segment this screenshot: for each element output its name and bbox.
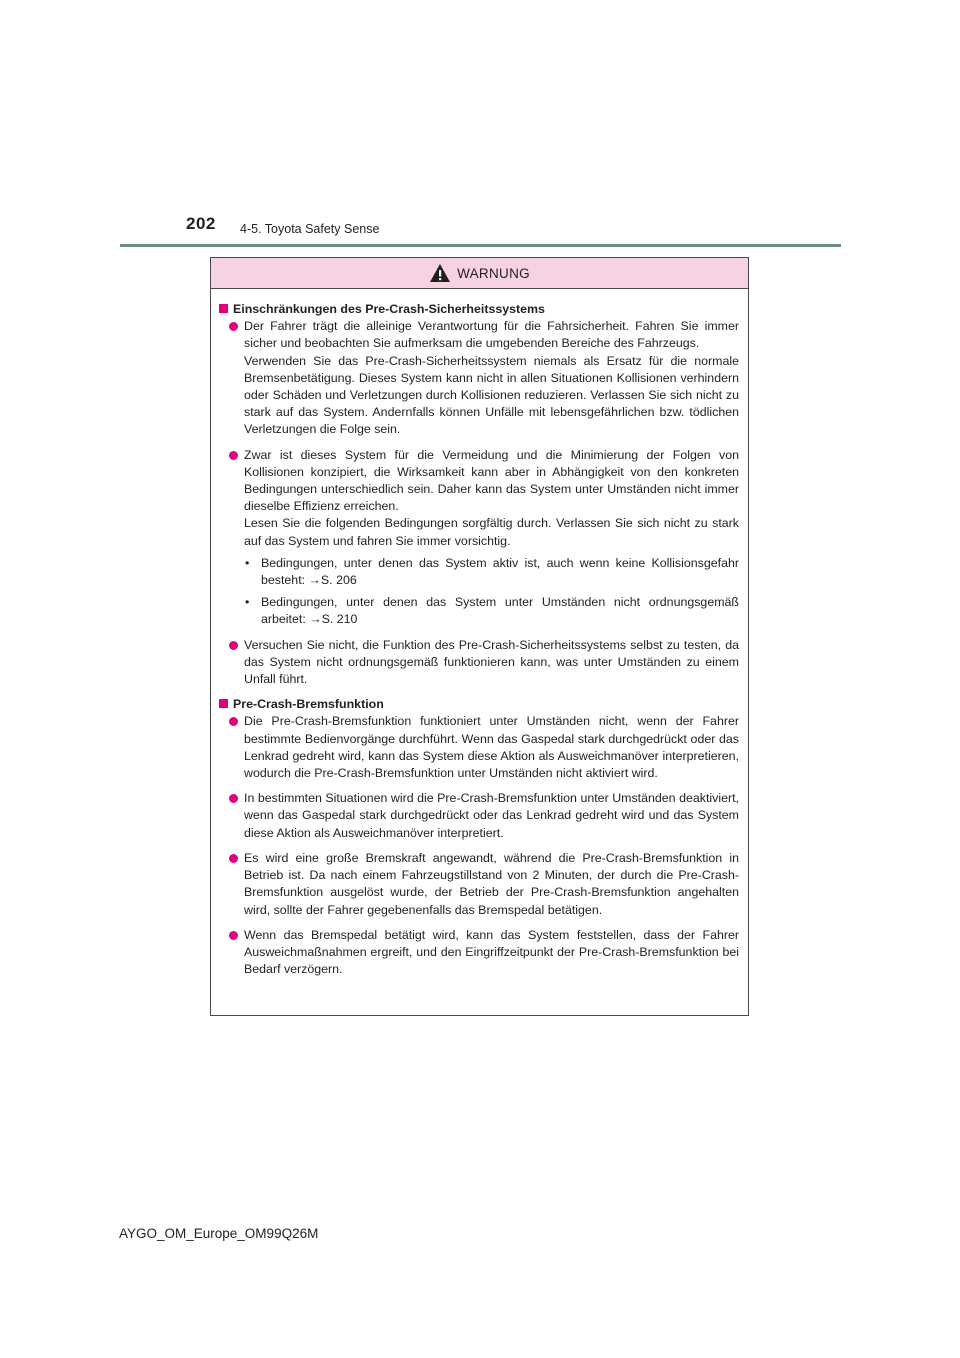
section-title: 4-5. Toyota Safety Sense <box>240 222 380 236</box>
bullet-text <box>244 850 739 919</box>
sub-list-text: Bedingungen, unter denen das System unter Umständen nicht ordnungsgemäß arbeitet: →S. 210 <box>261 595 739 627</box>
bullet-item <box>219 713 739 782</box>
bullet-text <box>244 927 739 979</box>
warning-box <box>210 257 749 1016</box>
paragraph: Es wird eine große Bremskraft angewandt, während die Pre-Crash-Bremsfunktion in Betrieb ist. Da nach einem Fahrzeugstillstand von 2 Minuten, der durch die Pre-Crash-Bremsfunktion ausgelöst wurde, der Betrieb der Pre-Crash-Bremsfunktion angehalten wird, sollte der Fahrer gegebenenfalls das Bremspedal betätigen. <box>244 850 739 917</box>
page-number: 202 <box>186 214 216 233</box>
paragraph: Wenn das Bremspedal betätigt wird, kann das System feststellen, dass der Fahrer Ausweichmaßnahmen ergreift, und den Eingriffzeitpunkt der Pre-Crash-Bremsfunktion bei Bedarf verzögern. <box>244 927 739 977</box>
section-heading <box>219 301 739 318</box>
warning-triangle-icon <box>429 263 451 283</box>
bullet-text <box>244 637 739 689</box>
paragraph: Versuchen Sie nicht, die Funktion des Pre-Crash-Sicherheitssystems selbst zu testen, da das System nicht ordnungsgemäß funktionieren kann, was unter Umständen zu einem Unfall führt. <box>244 637 739 687</box>
bullet-item <box>219 790 739 842</box>
bullet-item <box>219 927 739 979</box>
round-bullet-icon <box>229 322 238 331</box>
bullet-item <box>219 637 739 689</box>
sub-bullet-mark: • <box>245 595 250 610</box>
bullet-item <box>219 318 739 438</box>
round-bullet-icon <box>229 931 238 940</box>
sub-list-item <box>244 555 739 589</box>
bullet-item <box>219 447 739 629</box>
paragraph: Verwenden Sie das Pre-Crash-Sicherheitssystem niemals als Ersatz für die normale Bremsenbetätigung. Dieses System kann nicht in allen Situationen Kollisionen verhindern oder Schäden und Verletzungen durch Kollisionen reduzieren. Verlassen Sie sich nicht zu stark auf das System. Andernfalls können Unfälle mit lebensgefährlichen bzw. tödlichen Verletzungen die Folge sein. <box>244 353 739 437</box>
section-heading-text: Einschränkungen des Pre-Crash-Sicherheitssystems <box>233 302 545 316</box>
paragraph: Der Fahrer trägt die alleinige Verantwortung für die Fahrsicherheit. Fahren Sie immer sicher und beobachten Sie aufmerksam die umgebenden Bereiche des Fahrzeugs. <box>244 319 739 351</box>
header-rule <box>120 244 841 247</box>
round-bullet-icon <box>229 794 238 803</box>
bullet-text <box>244 713 739 782</box>
round-bullet-icon <box>229 717 238 726</box>
square-bullet-icon <box>219 304 228 313</box>
paragraph: Zwar ist dieses System für die Vermeidung und die Minimierung der Folgen von Kollisionen konzipiert, die Wirksamkeit kann aber in Abhängigkeit von den konkreten Bedingungen unterschiedlich sein. Daher kann das System unter Umständen nicht immer dieselbe Effizienz erreichen. <box>244 447 739 514</box>
section-heading-text: Pre-Crash-Bremsfunktion <box>233 697 384 712</box>
round-bullet-icon <box>229 854 238 863</box>
sub-list-item <box>244 594 739 628</box>
bullet-text <box>244 318 739 438</box>
bullet-text <box>244 790 739 842</box>
section-heading <box>219 696 739 713</box>
paragraph: Lesen Sie die folgenden Bedingungen sorgfältig durch. Verlassen Sie sich nicht zu stark auf das System und fahren Sie immer vorsichtig. <box>244 516 739 548</box>
square-bullet-icon <box>219 699 228 708</box>
warning-label: WARNUNG <box>457 265 530 281</box>
round-bullet-icon <box>229 451 238 460</box>
paragraph: Die Pre-Crash-Bremsfunktion funktioniert unter Umständen nicht, wenn der Fahrer bestimmte Bedienvorgänge durchführt. Wenn das Gaspedal stark durchgedrückt oder das Lenkrad gedreht wird, kann das System diese Aktion als Ausweichmanöver interpretieren, wodurch die Pre-Crash-Bremsfunktion unter Umständen nicht aktiviert wird. <box>244 714 739 781</box>
warning-header <box>211 258 748 289</box>
bullet-item <box>219 850 739 919</box>
warning-body <box>211 289 748 978</box>
document-code: AYGO_OM_Europe_OM99Q26M <box>119 1226 319 1241</box>
sub-list-text: Bedingungen, unter denen das System aktiv ist, auch wenn keine Kollisionsgefahr besteht: →S. 206 <box>261 555 739 588</box>
bullet-text <box>244 447 739 629</box>
sub-bullet-mark: • <box>245 555 250 570</box>
paragraph: In bestimmten Situationen wird die Pre-Crash-Bremsfunktion unter Umständen deaktiviert, wenn das Gaspedal stark durchgedrückt oder das Lenkrad gedreht wird und das System diese Aktion als Ausweichmanöver interpretiert. <box>244 791 739 840</box>
round-bullet-icon <box>229 641 238 650</box>
